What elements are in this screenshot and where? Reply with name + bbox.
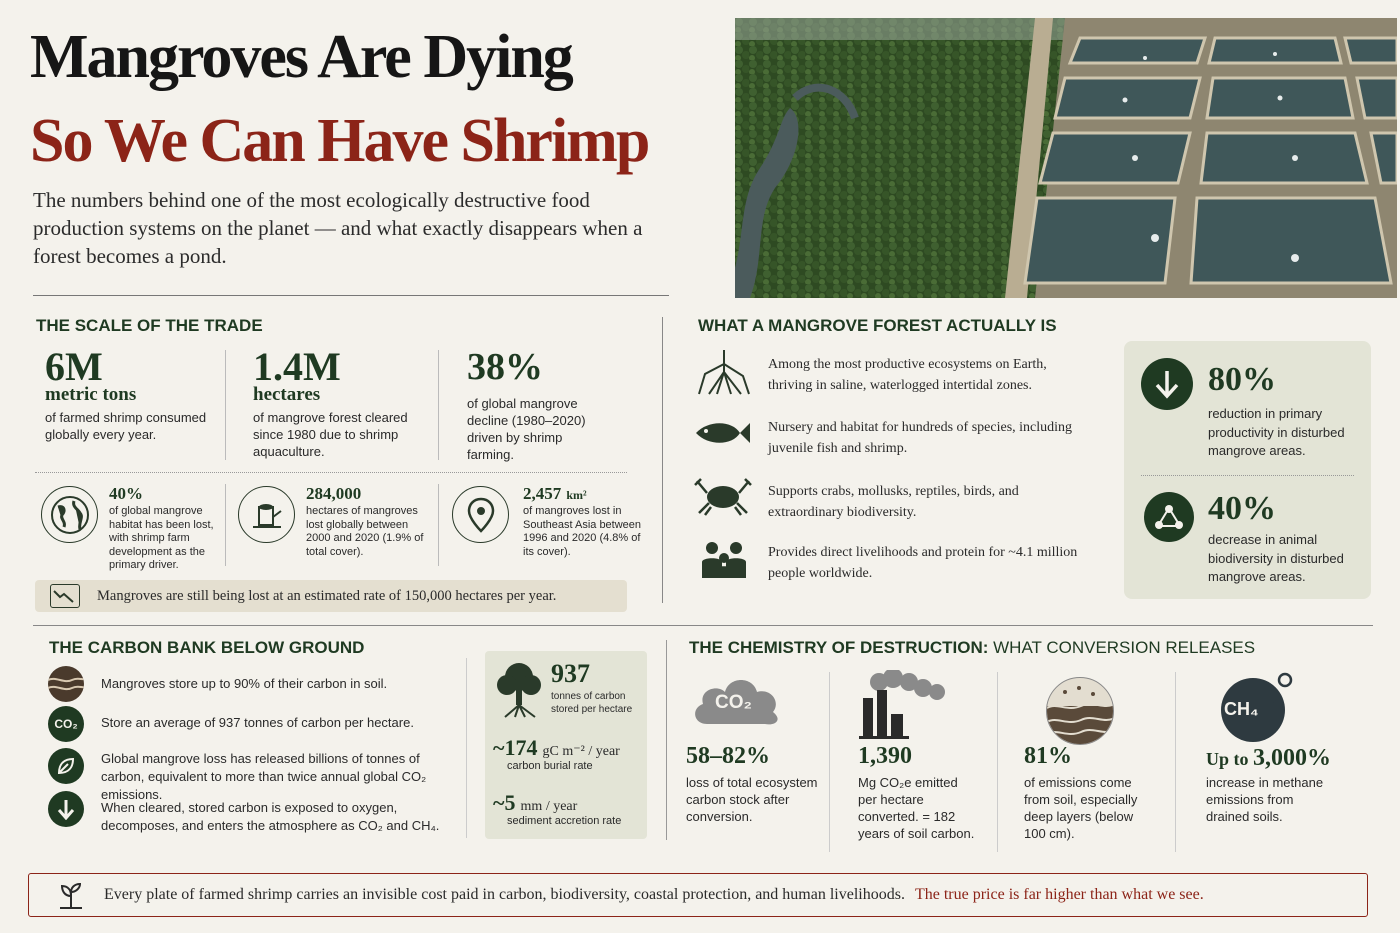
divider [666,640,667,840]
chem-value: 1,390 [858,743,912,769]
methane-icon [1213,672,1303,744]
chem-value: 3,000% [1253,745,1332,771]
globe-icon [41,486,98,543]
divider [997,672,998,852]
crab-icon [693,473,753,517]
location-pin-icon [452,486,509,543]
chemistry-title-rest: WHAT CONVERSION RELEASES [988,638,1256,657]
mini-stat-desc: of global mangrove habitat has been lost, with shrimp farm development as the primary driver. [109,505,214,571]
chemistry-title-bold: THE CHEMISTRY OF DESTRUCTION: [689,638,989,657]
carbon-box-unit: gC m⁻² / year [542,744,620,759]
mini-stat-value: 284,000 [306,484,362,503]
sprout-icon [54,878,88,912]
carbon-box-desc: carbon burial rate [507,760,593,772]
chem-desc: increase in methane emissions from drained soils. [1206,775,1324,824]
divider [438,484,439,566]
roots-icon [695,348,753,398]
down-arrow-icon [48,791,84,827]
co2-cloud-icon [689,672,785,730]
divider [662,317,663,603]
soil-icon [1046,677,1114,745]
impact-value: 80% [1208,361,1276,398]
footer-text [104,886,1204,904]
chem-value: 81% [1024,743,1072,769]
tree-icon [493,661,545,719]
loss-rate-banner [35,580,627,612]
carbon-box-value: 937 [551,659,590,688]
chem-value: 58–82% [686,743,770,769]
down-arrow-icon [1141,358,1193,410]
co2-icon-label: CO₂ [54,717,78,731]
divider [225,350,226,460]
mini-stat-value-group [523,484,587,504]
forest-section-title: WHAT A MANGROVE FOREST ACTUALLY IS [698,316,1057,335]
tree-stump-icon [238,486,295,543]
co2-icon [48,706,84,742]
divider [225,484,226,566]
impact-value: 40% [1208,490,1276,527]
mini-stat-unit: km² [566,488,587,502]
aerial-photo [735,18,1397,298]
divider [33,295,669,296]
chem-desc: of emissions come from soil, especially deep layers (below 100 cm). [1024,775,1138,841]
carbon-box-value-group [493,735,620,761]
forest-item-text: Among the most productive ecosystems on Earth, thriving in saline, waterlogged intertidal zones. [768,357,1047,393]
stat-desc: of farmed shrimp consumed globally every year. [45,410,207,442]
footer-highlight: The true price is far higher than what we see. [914,886,1204,903]
chem-desc: loss of total ecosystem carbon stock after conversion. [686,775,818,824]
forest-item-text: Supports crabs, mollusks, reptiles, birds, and extraordinary biodiversity. [768,484,1019,520]
divider [33,625,1373,626]
footer-banner [28,873,1368,917]
divider [438,350,439,460]
fish-icon [692,418,752,448]
people-icon [700,540,748,580]
carbon-item-text: When cleared, stored carbon is exposed to oxygen, decomposes, and enters the atmosphere as CO₂ and CH₄. [101,800,440,833]
carbon-item-text: Mangroves store up to 90% of their carbon in soil. [101,676,388,691]
chem-value-prefix: Up to [1206,749,1254,769]
footer-main: Every plate of farmed shrimp carries an invisible cost paid in carbon, biodiversity, coastal protection, and human livelihoods. [104,886,905,903]
carbon-item-text: Store an average of 937 tonnes of carbon per hectare. [101,715,414,730]
divider [829,672,830,852]
mini-stat-desc: of mangroves lost in Southeast Asia between 1996 and 2020 (4.8% of its cover). [523,505,642,558]
mini-stat-value: 2,457 [523,484,562,503]
chart-trend-icon [50,584,80,608]
carbon-section-title: THE CARBON BANK BELOW GROUND [49,638,365,657]
divider [466,658,467,838]
impact-desc: decrease in animal biodiversity in disturbed mangrove areas. [1208,532,1344,584]
title-line-2: So We Can Have Shrimp [30,107,649,175]
carbon-box-value: ~5 [493,790,516,815]
impact-desc: reduction in primary productivity in disturbed mangrove areas. [1208,406,1345,458]
soil-layers-icon [48,666,84,702]
carbon-box-desc: tonnes of carbon stored per hectare [551,691,633,715]
forest-item-text: Provides direct livelihoods and protein for ~4.1 million people worldwide. [768,545,1078,581]
carbon-item-text: Global mangrove loss has released billions of tonnes of carbon, equivalent to more than twice annual global CO₂ emissions. [101,751,427,802]
chem-desc: Mg CO₂e emitted per hectare converted. = 182 years of soil carbon. [858,775,975,841]
co2-cloud-label: CO₂ [715,692,752,713]
leaf-icon [48,748,84,784]
intro-paragraph: The numbers behind one of the most ecologically destructive food production systems on the planet — and what exactly disappears when a forest becomes a pond. [33,188,643,268]
stat-value: 1.4M [253,344,341,389]
divider [1175,672,1176,852]
stat-desc: of mangrove forest cleared since 1980 due to shrimp aquaculture. [253,410,408,459]
chem-value-group [1206,745,1331,772]
stat-unit: hectares [253,384,321,405]
title-line-1: Mangroves Are Dying [30,23,572,91]
mini-stat-value: 40% [109,484,143,503]
mini-stat-desc: hectares of mangroves lost globally between 2000 and 2020 (1.9% of total cover). [306,505,424,558]
factory-icon [857,670,947,740]
stat-desc: of global mangrove decline (1980–2020) driven by shrimp farming. [467,396,586,462]
carbon-box-value: ~174 [493,735,538,760]
loss-rate-text: Mangroves are still being lost at an estimated rate of 150,000 hectares per year. [97,588,557,604]
stat-value: 6M [45,344,103,389]
scale-section-title: THE SCALE OF THE TRADE [36,316,263,335]
stat-value: 38% [467,346,543,388]
divider [1141,475,1354,476]
carbon-box-unit: mm / year [520,799,578,814]
methane-label: CH₄ [1224,699,1259,719]
carbon-stats-box [485,651,647,839]
carbon-box-desc: sediment accretion rate [507,815,622,827]
stat-unit: metric tons [45,384,137,405]
impact-panel [1124,341,1371,599]
biodiversity-icon [1144,492,1194,542]
forest-item-text: Nursery and habitat for hundreds of species, including juvenile fish and shrimp. [768,420,1073,456]
divider [35,472,627,473]
chemistry-section-title [689,638,1255,658]
carbon-box-value-group [493,790,577,816]
